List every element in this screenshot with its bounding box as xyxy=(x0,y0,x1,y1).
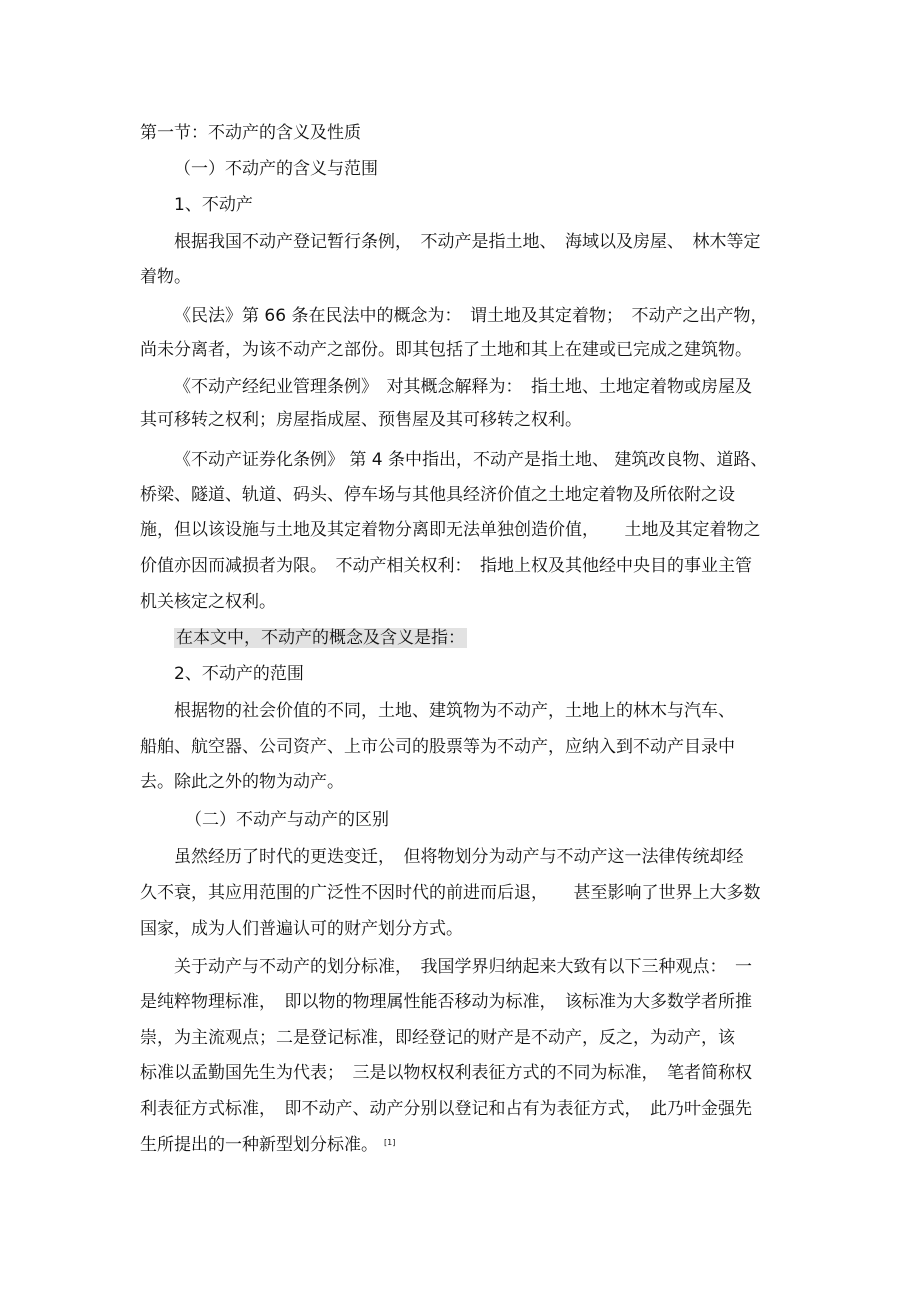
paragraph-text: 生所提出的一种新型划分标准。 xyxy=(140,1135,378,1155)
paragraph-line: 《民法》第 66 条在民法中的概念为： 谓土地及其定着物； 不动产之出产物， xyxy=(174,306,768,326)
paragraph-line: 价值亦因而减损者为限。 不动产相关权利： 指地上权及其他经中央目的事业主管 xyxy=(140,556,752,576)
paragraph-line: 桥梁、隧道、轨道、码头、停车场与其他具经济价值之土地定着物及所依附之设 xyxy=(140,485,735,505)
item-title-1: 1、不动产 xyxy=(174,195,253,215)
paragraph-line-last xyxy=(140,1135,395,1155)
paragraph-line: 关于动产与不动产的划分标准， 我国学界归纳起来大致有以下三种观点： 一 xyxy=(174,957,752,977)
paragraph-line: 虽然经历了时代的更迭变迁， 但将物划分为动产与不动产这一法律传统却经 xyxy=(174,847,744,867)
paragraph-line: 利表征方式标准， 即不动产、动产分别以登记和占有为表征方式， 此乃叶金强先 xyxy=(140,1099,752,1119)
subsection-title-1: （一）不动产的含义与范围 xyxy=(174,159,378,179)
highlighted-text: 在本文中，不动产的概念及含义是指： xyxy=(176,628,465,648)
paragraph-line: 去。除此之外的物为动产。 xyxy=(140,772,344,792)
subsection-title-2: （二）不动产与动产的区别 xyxy=(185,810,389,830)
paragraph-line: 《不动产经纪业管理条例》 对其概念解释为： 指土地、土地定着物或房屋及 xyxy=(174,377,752,397)
footnote-reference[interactable]: [1] xyxy=(384,1138,396,1147)
section-title: 第一节：不动产的含义及性质 xyxy=(140,123,361,143)
paragraph-line: 《不动产证券化条例》 第 4 条中指出，不动产是指土地、 建筑改良物、道路、 xyxy=(174,450,768,470)
paragraph-line: 崇，为主流观点；二是登记标准，即经登记的财产是不动产，反之，为动产，该 xyxy=(140,1028,735,1048)
paragraph-line: 标准以孟勤国先生为代表； 三是以物权权利表征方式的不同为标准， 笔者简称权 xyxy=(140,1063,752,1083)
paragraph-line: 久不衰，其应用范围的广泛性不因时代的前进而后退， 甚至影响了世界上大多数 xyxy=(140,883,761,903)
highlighted-line xyxy=(174,628,467,648)
paragraph-line: 根据我国不动产登记暂行条例， 不动产是指土地、 海域以及房屋、 林木等定 xyxy=(174,232,761,252)
paragraph-line: 国家，成为人们普遍认可的财产划分方式。 xyxy=(140,919,463,939)
paragraph-line: 是纯粹物理标准， 即以物的物理属性能否移动为标准， 该标准为大多数学者所推 xyxy=(140,992,752,1012)
paragraph-line: 机关核定之权利。 xyxy=(140,592,276,612)
paragraph-line: 其可移转之权利；房屋指成屋、预售屋及其可移转之权利。 xyxy=(140,410,582,430)
paragraph-line: 尚未分离者，为该不动产之部份。即其包括了土地和其上在建或已完成之建筑物。 xyxy=(140,340,752,360)
paragraph-line: 施，但以该设施与土地及其定着物分离即无法单独创造价值， 土地及其定着物之 xyxy=(140,520,761,540)
paragraph-line: 着物。 xyxy=(140,267,191,287)
paragraph-line: 船舶、航空器、公司资产、上市公司的股票等为不动产，应纳入到不动产目录中 xyxy=(140,737,735,757)
paragraph-line: 根据物的社会价值的不同，土地、建筑物为不动产，土地上的林木与汽车、 xyxy=(174,701,735,721)
item-title-2: 2、不动产的范围 xyxy=(174,664,304,684)
